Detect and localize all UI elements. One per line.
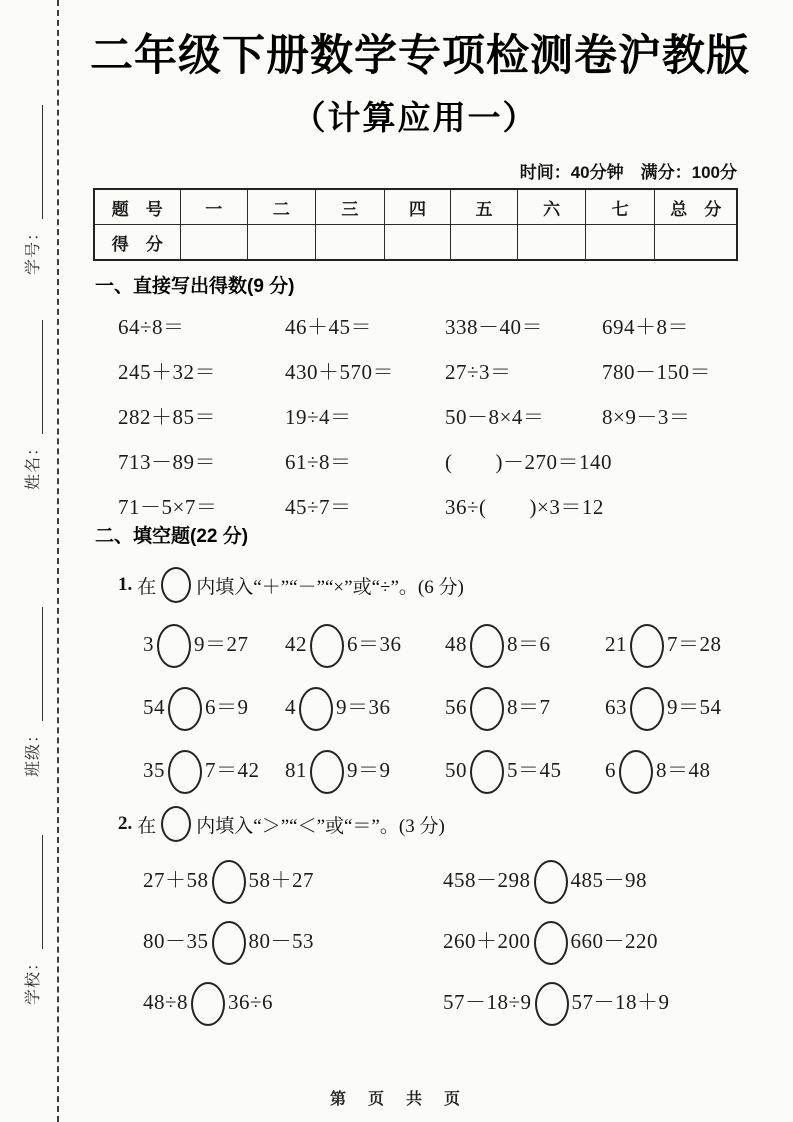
score-cell (655, 225, 737, 261)
compare-problem (443, 921, 745, 965)
item1-problems (143, 614, 745, 803)
fold-dashed-line (57, 0, 59, 1122)
operand-right: 8＝6 (507, 631, 551, 656)
operand-left: 56 (445, 694, 467, 719)
operand-right: 7＝28 (667, 631, 722, 656)
math-expression: 282＋85＝ (118, 404, 216, 429)
item2-text-before: 在 (137, 815, 157, 837)
circle-problem (143, 687, 285, 731)
math-expression: 780－150＝ (602, 359, 711, 384)
score-table-score-row (94, 225, 737, 261)
section1-problems (118, 303, 740, 528)
score-col-4: 四 (385, 189, 451, 225)
item2-text-after: 内填入“＞”“＜”或“＝”。(3 分) (196, 815, 445, 837)
item2-number: 2. (118, 813, 133, 834)
name-field (17, 320, 43, 490)
compare-problem (443, 860, 745, 904)
item2-problems (143, 851, 745, 1034)
exam-title: 二年级下册数学专项检测卷沪教版 (90, 32, 750, 80)
student-id-label: 学号： (25, 223, 42, 275)
operand-right: 5＝45 (507, 757, 562, 782)
expression-left: 458－298 (443, 867, 531, 892)
answer-circle (168, 750, 202, 794)
score-col-7: 七 (585, 189, 655, 225)
math-expression: 46＋45＝ (285, 314, 372, 339)
score-col-5: 五 (450, 189, 518, 225)
score-col-2: 二 (248, 189, 316, 225)
section2-item2-instruction (118, 806, 445, 842)
math-expression: 713－89＝ (118, 449, 216, 474)
expression-left: 260＋200 (443, 928, 531, 953)
operand-right: 8＝7 (507, 694, 551, 719)
operand-left: 54 (143, 694, 165, 719)
operand-right: 9＝54 (667, 694, 722, 719)
calc-row (118, 303, 740, 348)
operand-left: 81 (285, 757, 307, 782)
operand-left: 42 (285, 631, 307, 656)
math-expression: 71－5×7＝ (118, 494, 218, 519)
answer-circle (630, 624, 664, 668)
item1-text-before: 在 (137, 576, 157, 598)
expression-right: 57－18＋9 (571, 989, 670, 1014)
expression-right: 58＋27 (248, 867, 314, 892)
compare-problem (443, 982, 745, 1026)
math-expression: 338－40＝ (445, 314, 543, 339)
math-expression: 61÷8＝ (285, 449, 352, 474)
compare-problem (143, 982, 443, 1026)
score-col-total: 总 分 (655, 189, 737, 225)
score-cell (518, 225, 586, 261)
operand-left: 50 (445, 757, 467, 782)
circle-problem (285, 624, 445, 668)
math-expression-blank: 36÷( )×3＝12 (445, 494, 604, 519)
operand-left: 35 (143, 757, 165, 782)
circle-problem (605, 750, 745, 794)
student-id-blank-line (34, 105, 43, 219)
item1-number: 1. (118, 574, 133, 595)
math-expression: 694＋8＝ (602, 314, 689, 339)
math-expression: 19÷4＝ (285, 404, 352, 429)
operand-right: 6＝9 (205, 694, 249, 719)
math-expression: 50－8×4＝ (445, 404, 545, 429)
operand-left: 48 (445, 631, 467, 656)
operand-left: 21 (605, 631, 627, 656)
example-circle-icon (161, 567, 191, 603)
answer-circle (191, 982, 225, 1026)
circle-problem (445, 687, 605, 731)
answer-circle (212, 860, 246, 904)
operand-left: 63 (605, 694, 627, 719)
page-footer: 第 页 共 页 (329, 1091, 463, 1108)
answer-circle (168, 687, 202, 731)
circle-problem (285, 750, 445, 794)
section2-heading: 二、填空题(22 分) (95, 526, 249, 547)
expression-right: 485－98 (570, 867, 647, 892)
answer-circle (212, 921, 246, 965)
answer-circle (299, 687, 333, 731)
class-blank-line (34, 607, 43, 721)
math-expression: 45÷7＝ (285, 494, 352, 519)
math-expression: 64÷8＝ (118, 314, 185, 339)
circle-problem-row (143, 740, 745, 803)
exam-time-score-info: 时间：40分钟 满分：100分 (519, 163, 737, 182)
calc-row (118, 348, 740, 393)
answer-circle (470, 687, 504, 731)
operand-right: 8＝48 (656, 757, 711, 782)
operand-right: 7＝42 (205, 757, 260, 782)
operand-right: 6＝36 (347, 631, 402, 656)
math-expression: 245＋32＝ (118, 359, 216, 384)
expression-left: 48÷8 (143, 989, 189, 1014)
answer-circle (157, 624, 191, 668)
score-col-1: 一 (180, 189, 248, 225)
answer-circle (630, 687, 664, 731)
compare-problem (143, 860, 443, 904)
answer-circle (534, 921, 568, 965)
score-col-6: 六 (518, 189, 586, 225)
school-field (17, 835, 43, 1005)
operand-left: 3 (143, 631, 154, 656)
exam-subtitle: （计算应用一） (292, 99, 538, 136)
school-label: 学校： (25, 953, 42, 1005)
answer-circle (470, 750, 504, 794)
score-table (93, 188, 738, 261)
score-cell (385, 225, 451, 261)
circle-problem (143, 624, 285, 668)
score-cell (315, 225, 385, 261)
expression-right: 80－53 (248, 928, 314, 953)
example-circle-icon (161, 806, 191, 842)
expression-left: 27＋58 (143, 867, 209, 892)
expression-right: 36÷6 (228, 989, 274, 1014)
student-id-field (17, 105, 43, 275)
school-blank-line (34, 835, 43, 949)
score-cell (585, 225, 655, 261)
circle-problem (285, 687, 445, 731)
class-label: 班级： (25, 725, 42, 777)
math-expression-blank: ( )－270＝140 (445, 449, 612, 474)
score-cell (248, 225, 316, 261)
operand-right: 9＝9 (347, 757, 391, 782)
expression-left: 80－35 (143, 928, 209, 953)
calc-row (118, 438, 740, 483)
compare-problem-row (143, 912, 745, 973)
answer-circle (310, 624, 344, 668)
circle-problem-row (143, 677, 745, 740)
answer-circle (534, 860, 568, 904)
compare-problem-row (143, 851, 745, 912)
circle-problem (445, 750, 605, 794)
score-row-label: 得 分 (94, 225, 180, 261)
answer-circle (310, 750, 344, 794)
calc-row (118, 393, 740, 438)
circle-problem (445, 624, 605, 668)
math-expression: 8×9－3＝ (602, 404, 691, 429)
score-cell (450, 225, 518, 261)
operand-right: 9＝27 (194, 631, 249, 656)
operand-left: 6 (605, 757, 616, 782)
score-col-3: 三 (315, 189, 385, 225)
item1-text-after: 内填入“＋”“－”“×”或“÷”。(6 分) (196, 576, 464, 598)
math-expression: 430＋570＝ (285, 359, 394, 384)
compare-problem-row (143, 973, 745, 1034)
class-field (17, 607, 43, 777)
section1-heading: 一、直接写出得数(9 分) (95, 276, 295, 297)
section2-item1-instruction (118, 567, 464, 603)
circle-problem (605, 687, 745, 731)
circle-problem-row (143, 614, 745, 677)
operand-left: 4 (285, 694, 296, 719)
score-table-header-row (94, 189, 737, 225)
circle-problem (143, 750, 285, 794)
answer-circle (470, 624, 504, 668)
name-blank-line (34, 320, 43, 434)
name-label: 姓名： (25, 438, 42, 490)
answer-circle (619, 750, 653, 794)
compare-problem (143, 921, 443, 965)
expression-right: 660－220 (570, 928, 658, 953)
expression-left: 57－18÷9 (443, 989, 532, 1014)
math-expression: 27÷3＝ (445, 359, 512, 384)
score-table-corner: 题 号 (94, 189, 180, 225)
operand-right: 9＝36 (336, 694, 391, 719)
score-cell (180, 225, 248, 261)
answer-circle (535, 982, 569, 1026)
circle-problem (605, 624, 745, 668)
